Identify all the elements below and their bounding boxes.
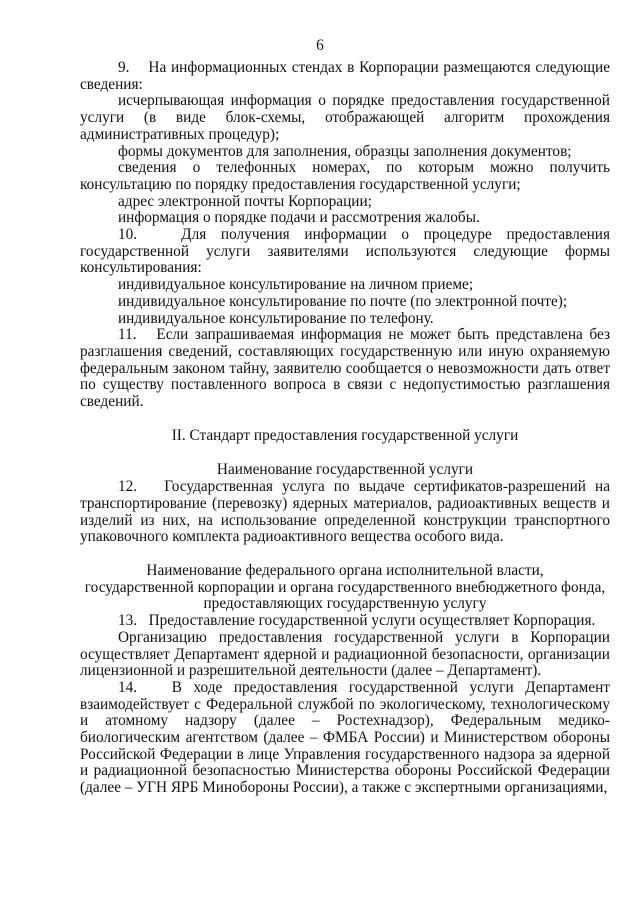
list-item-in-person-consultation: индивидуальное консультирование на личном приеме; <box>118 276 474 294</box>
subheading-authority-line-1: Наименование федерального органа исполнительной власти, <box>146 561 544 579</box>
spacer <box>80 411 610 428</box>
list-item-phone-numbers: сведения о телефонных номерах, по которым можно получить консультацию по порядку предоставления государственной услуги; <box>80 159 610 193</box>
spacer <box>80 546 610 563</box>
paragraph-9: 9. На информационных стендах в Корпорации размещаются следующие сведения: <box>80 59 610 93</box>
list-item-complaint-procedure: информация о порядке подачи и рассмотрения жалобы. <box>118 209 480 227</box>
subheading-authority-line-2: государственной корпорации и органа государственного внебюджетного фонда, <box>84 578 606 596</box>
list-item-mail-consultation: индивидуальное консультирование по почте (по электронной почте); <box>118 292 568 310</box>
paragraph-14: 14. В ходе предоставления государственной услуги Департамент взаимодействует с Федеральной службой по экологическому, технологическому и атомному надзору (далее – Ростехнадзор), Федеральным медико-биологическим агентством (далее – ФМБА России) и Министерством обороны Российской Федерации в лице Управления государственного надзора за ядерной и радиационной безопасностью Министерства обороны Российской Федерации (далее – УГН ЯРБ Минобороны России), а также с экспертными организациями, <box>80 678 610 797</box>
section-heading: II. Стандарт предоставления государственной услуги <box>171 426 519 444</box>
subheading-service-name: Наименование государственной услуги <box>216 461 474 479</box>
list-item-phone-consultation: индивидуальное консультирование по телефону. <box>118 309 434 327</box>
subheading-authority-line-3: предоставляющих государственную услугу <box>203 595 487 613</box>
page-number: 6 <box>316 37 324 54</box>
list-item-document-forms: формы документов для заполнения, образцы заполнения документов; <box>118 142 572 160</box>
paragraph-11: 11. Если запрашиваемая информация не может быть представлена без разглашения сведений, составляющих государственную или иную охраняемую федеральным законом тайну, заявителю сообщается о невозможности дать ответ по существу поставленного вопроса в связи с недопустимостью разглашения сведений. <box>80 326 610 411</box>
list-item-exhaustive-info: исчерпывающая информация о порядке предоставления государственной услуги (в виде блок-схемы, отображающей алгоритм прохождения административных процедур); <box>80 92 610 143</box>
document-body <box>80 60 610 797</box>
paragraph-12: 12. Государственная услуга по выдаче сертификатов-разрешений на транспортирование (перевозку) ядерных материалов, радиоактивных веществ и изделий из них, на использование определенной конструкции транспортного упаковочного комплекта радиоактивного вещества особого вида. <box>80 478 610 546</box>
list-item-email-address: адрес электронной почты Корпорации; <box>118 192 372 210</box>
paragraph-10: 10. Для получения информации о процедуре предоставления государственной услуги заявителями используются следующие формы консультирования: <box>80 226 610 277</box>
spacer <box>80 444 610 462</box>
paragraph-13-organisation: Организацию предоставления государственной услуги в Корпорации осуществляет Департамент ядерной и радиационной безопасности, организации лицензионной и разрешительной деятельности (далее – Департамент). <box>80 628 610 680</box>
paragraph-13: 13. Предоставление государственной услуги осуществляет Корпорация. <box>118 612 596 630</box>
